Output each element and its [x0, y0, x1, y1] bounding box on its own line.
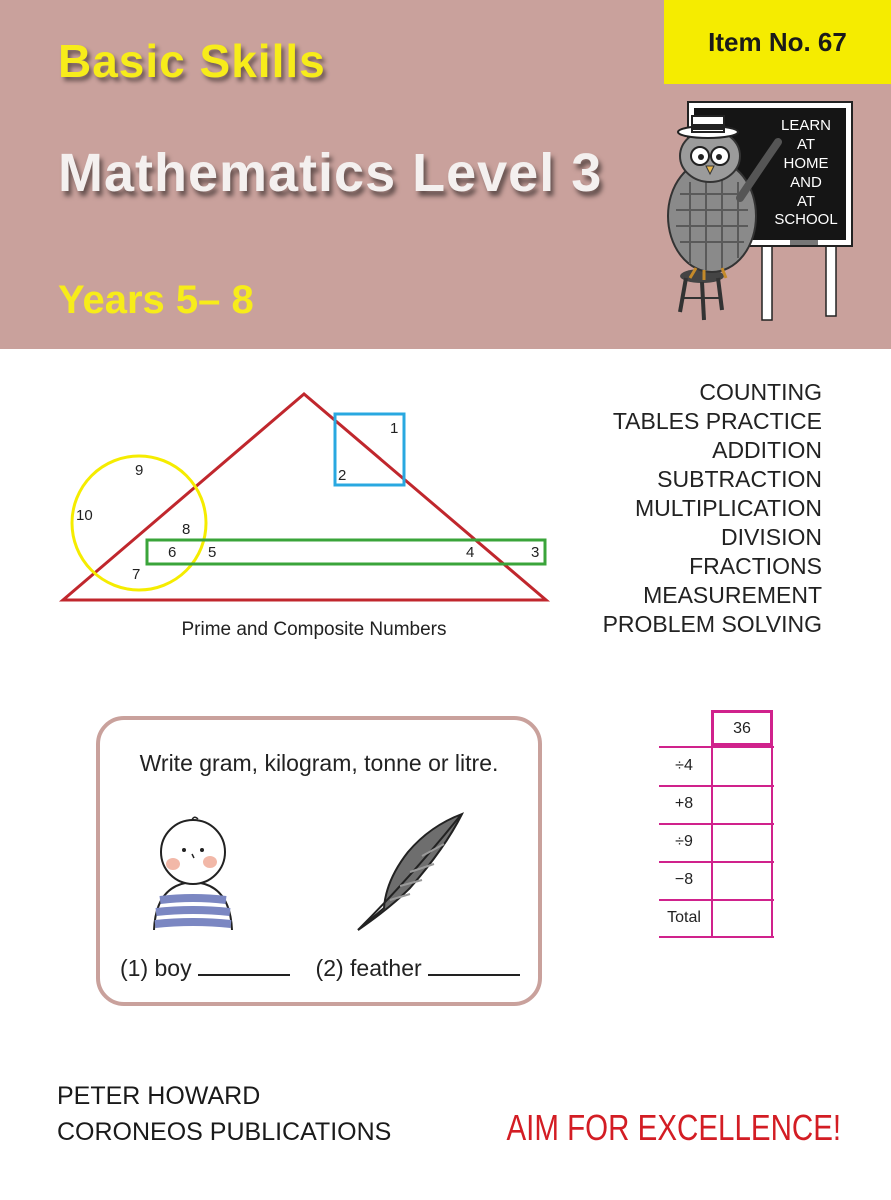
easel-leg-left [762, 238, 772, 320]
item-number-badge [664, 0, 891, 84]
diagram-number: 6 [168, 544, 177, 561]
diagram-number: 5 [208, 544, 217, 561]
topic-item: COUNTING [699, 379, 822, 405]
diagram-number: 4 [466, 544, 475, 561]
cover-header [0, 0, 891, 349]
topic-item: MULTIPLICATION [635, 495, 822, 521]
diagram-number: 7 [132, 566, 141, 583]
answer-cell [711, 785, 773, 823]
table-rule [659, 823, 774, 825]
operation-label: −8 [674, 871, 694, 888]
operation-label: Total [667, 909, 701, 926]
rectangle-shape [147, 540, 545, 564]
table-rule [659, 785, 774, 787]
slogan: AIM FOR EXCELLENCE! [506, 1107, 841, 1148]
table-rule [659, 861, 774, 863]
operation-label: +8 [674, 795, 694, 812]
operation-label: ÷4 [675, 757, 693, 774]
answer-label-feather: (2) feather [315, 955, 422, 981]
series-title: Basic Skills [58, 35, 326, 87]
operation-row [659, 785, 774, 823]
diagram-number: 3 [531, 544, 540, 561]
easel-leg-right [826, 238, 836, 316]
operation-row [659, 747, 774, 785]
topic-item: ADDITION [712, 437, 822, 463]
topic-item: DIVISION [721, 524, 822, 550]
diagram-number: 8 [182, 521, 191, 538]
item-number: Item No. 67 [708, 26, 847, 57]
author-name: PETER HOWARD [57, 1082, 261, 1110]
board-word: AT [796, 136, 816, 153]
topic-list [603, 378, 822, 639]
start-value: 36 [711, 710, 773, 746]
diagram-number: 1 [390, 420, 399, 437]
year-range: Years 5– 8 [58, 278, 254, 322]
diagram-caption: Prime and Composite Numbers [181, 619, 447, 640]
operation-row [659, 823, 774, 861]
owl-teacher-illustration [660, 98, 860, 324]
answer-blank-feather [428, 954, 520, 976]
prime-composite-diagram [55, 385, 555, 647]
chalk-ledge [790, 240, 818, 245]
worksheet-instruction: Write gram, kilogram, tonne or litre. [139, 750, 499, 776]
boy-icon [148, 812, 238, 932]
answer-blank-boy [198, 954, 290, 976]
board-word: AT [796, 193, 816, 210]
answer-cell [711, 899, 773, 937]
topic-item: PROBLEM SOLVING [602, 611, 822, 637]
topic-item: FRACTIONS [689, 553, 822, 579]
topic-item: SUBTRACTION [657, 466, 822, 492]
diagram-number: 2 [338, 467, 347, 484]
board-word: LEARN [780, 117, 832, 134]
answer-cell [711, 747, 773, 785]
board-word: SCHOOL [774, 211, 838, 228]
operation-label: ÷9 [675, 833, 693, 850]
board-word: AND [790, 174, 822, 191]
feather-icon [350, 808, 470, 938]
worksheet-answers [120, 954, 520, 982]
diagram-number: 10 [76, 507, 93, 524]
table-rule [659, 899, 774, 901]
operation-row [659, 861, 774, 899]
table-rule [659, 936, 774, 938]
operation-row [659, 899, 774, 937]
topic-item: TABLES PRACTICE [612, 408, 822, 434]
book-title: Mathematics Level 3 [58, 143, 603, 203]
diagram-number: 9 [135, 462, 144, 479]
topic-item: MEASUREMENT [643, 582, 822, 608]
answer-label-boy: (1) boy [120, 955, 192, 981]
table-rule [659, 746, 774, 748]
sample-worksheet-card [96, 716, 542, 1006]
answer-cell [711, 823, 773, 861]
answer-cell [711, 861, 773, 899]
publisher-name: CORONEOS PUBLICATIONS [57, 1118, 392, 1146]
board-word: HOME [783, 155, 829, 172]
